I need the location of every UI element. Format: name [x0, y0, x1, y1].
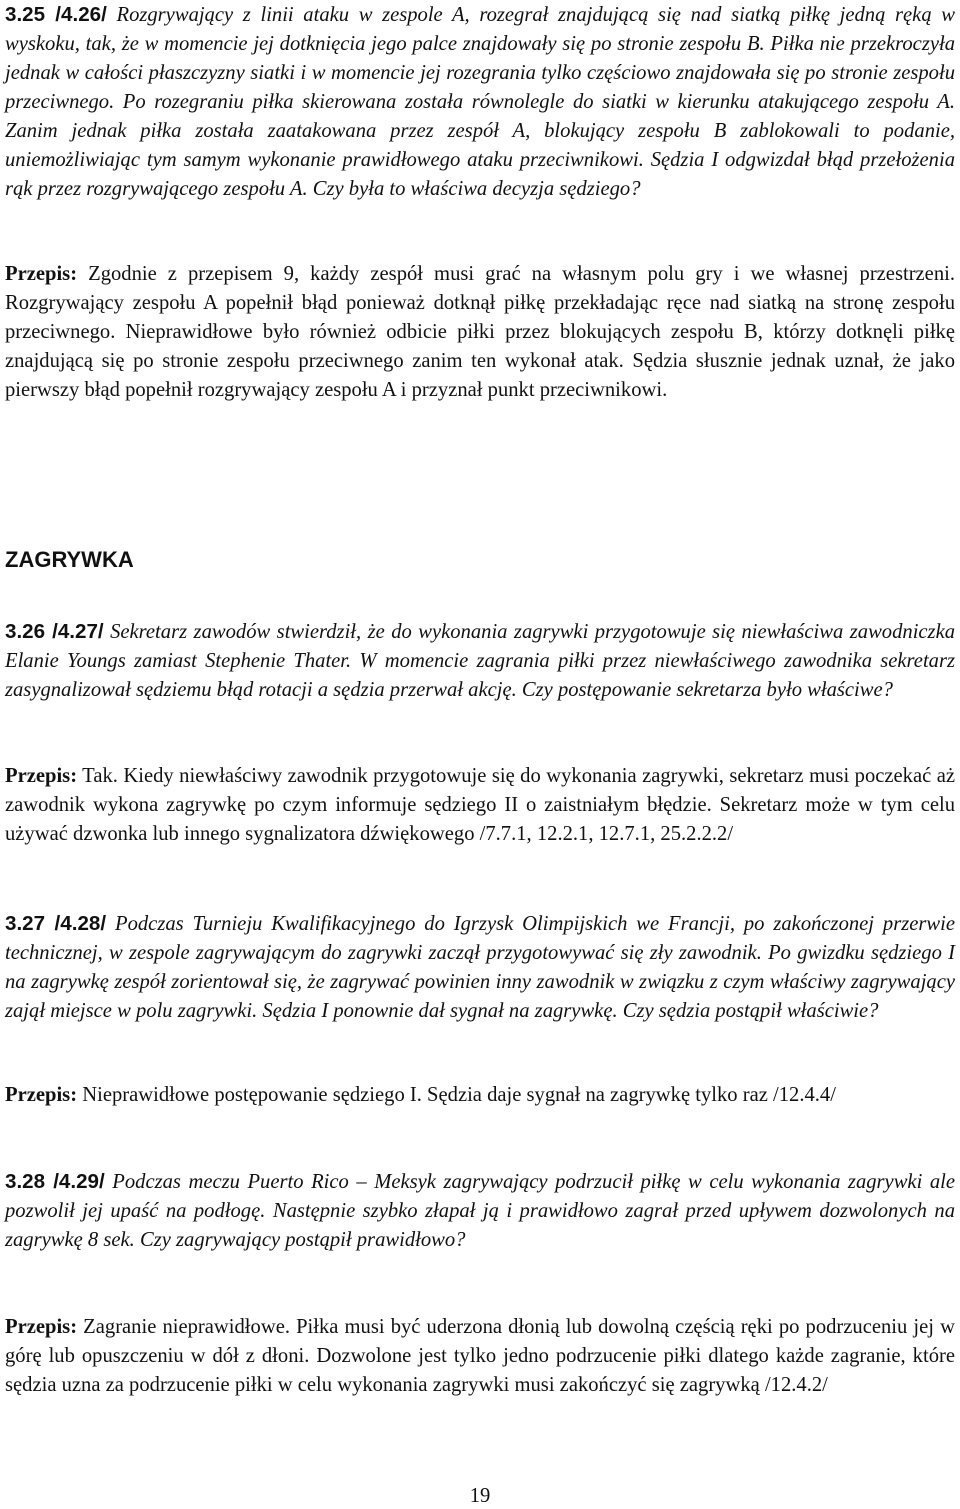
question-3-27	[5, 909, 955, 1026]
section-title: ZAGRYWKA	[5, 547, 134, 572]
rule-label: Przepis:	[5, 263, 78, 285]
answer-3-26	[5, 762, 955, 849]
page-number: 19	[469, 1485, 491, 1507]
answer-text: Nieprawidłowe postępowanie sędziego I. Sędzia daje sygnał na zagrywkę tylko raz /12.4.4/	[82, 1084, 836, 1106]
rule-label: Przepis:	[5, 1316, 78, 1338]
rule-label: Przepis:	[5, 1084, 78, 1106]
answer-3-25	[5, 260, 955, 405]
answer-text: Zgodnie z przepisem 9, każdy zespół musi grać na własnym polu gry i we własnej przestrzeni. Rozgrywający zespołu A popełnił błąd ponieważ dotknął piłkę przekładając ręce nad siatką na stronę zespołu przeciwnego. Nieprawidłowe było również odbicie piłki przez blokujących zespołu B, którzy dotknęli piłkę znajdującą się po stronie zespołu przeciwnego zanim ten wykonał atak. Sędzia słusznie jednak uznał, że jako pierwszy błąd popełnił rozgrywający zespołu A i przyznał punkt przeciwnikowi.	[5, 263, 955, 401]
answer-3-28	[5, 1313, 955, 1400]
question-text: Sekretarz zawodów stwierdził, że do wykonania zagrywki przygotowuje się niewłaściwa zawodniczka Elanie Youngs zamiast Stephenie Thater. W momencie zagrania piłki przez niewłaściwego zawodnika sekretarz zasygnalizował sędziemu błąd rotacji a sędzia przerwał akcję. Czy postępowanie sekretarza było właściwe?	[5, 621, 956, 701]
question-3-26	[5, 617, 955, 705]
question-text: Rozgrywający z linii ataku w zespole A, rozegrał znajdującą się nad siatką piłkę jedną ręką w wyskoku, tak, że w momencie jej dotknięcia jego palce znajdowały się po stronie zespołu B. Piłka nie przekroczyła jednak w całości płaszczyzny siatki i w momencie jej rozegrania tylko częściowo znajdowała się po stronie zespołu przeciwnego. Po rozegraniu piłka skierowana została równolegle do siatki w kierunku atakującego zespołu A. Zanim jednak piłka została zaatakowana przez zespół A, blokujący zespołu B zablokowali to podanie, uniemożliwiając tym samym wykonanie prawidłowego ataku przeciwnikowi. Sędzia I odgwizdał błąd przełożenia rąk przez rozgrywającego zespołu A. Czy była to właściwa decyzja sędziego?	[5, 4, 955, 200]
question-text: Podczas meczu Puerto Rico – Meksyk zagrywający podrzucił piłkę w celu wykonania zagrywki ale pozwolił jej upaść na podłogę. Następnie szybko złapał ją i prawidłowo zagrał przed upływem dozwolonych na zagrywkę 8 sek. Czy zagrywający postąpił prawidłowo?	[5, 1171, 955, 1251]
item-number: 3.27 /4.28/	[5, 912, 107, 935]
question-3-25	[5, 0, 955, 204]
question-3-28	[5, 1167, 955, 1255]
rule-label: Przepis:	[5, 765, 78, 787]
answer-text: Zagranie nieprawidłowe. Piłka musi być uderzona dłonią lub dowolną częścią ręki po podrzuceniu jej w górę lub opuszczeniu w dół z dłoni. Dozwolone jest tylko jedno podrzucenie piłki dlatego każde zagranie, które sędzia uzna za podrzucenie piłki w celu wykonania zagrywki musi zakończyć się zagrywką /12.4.2/	[5, 1316, 955, 1396]
item-number: 3.25 /4.26/	[5, 3, 107, 26]
answer-3-27	[5, 1081, 955, 1110]
item-number: 3.28 /4.29/	[5, 1170, 105, 1193]
question-text: Podczas Turnieju Kwalifikacyjnego do Igrzysk Olimpijskich we Francji, po zakończonej przerwie technicznej, w zespole zagrywającym do zagrywki zaczął przygotowywać się zły zawodnik. Po gwizdku sędziego I na zagrywkę zespół zorientował się, że zagrywać powinien inny zawodnik w związku z czym właściwy zagrywający zajął miejsce w polu zagrywki. Sędzia I ponownie dał sygnał na zagrywkę. Czy sędzia postąpił właściwie?	[5, 913, 956, 1022]
item-number: 3.26 /4.27/	[5, 620, 104, 643]
answer-text: Tak. Kiedy niewłaściwy zawodnik przygotowuje się do wykonania zagrywki, sekretarz musi poczekać aż zawodnik wykona zagrywkę po czym informuje sędziego II o zaistniałym błędzie. Sekretarz może w tym celu używać dzwonka lub innego sygnalizatora dźwiękowego /7.7.1, 12.2.1, 12.7.1, 25.2.2.2/	[5, 765, 955, 845]
